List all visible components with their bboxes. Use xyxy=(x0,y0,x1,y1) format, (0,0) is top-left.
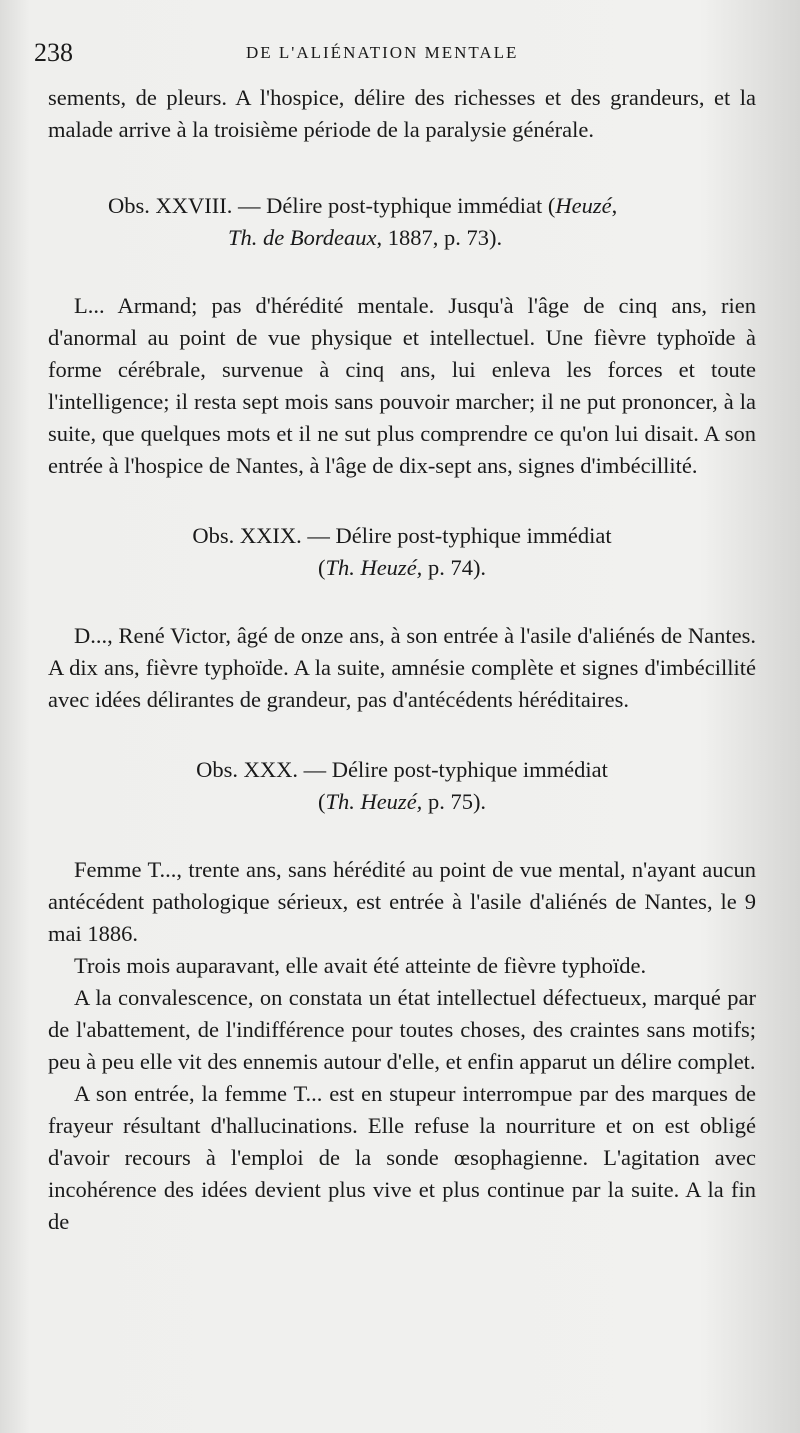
page-header xyxy=(34,38,760,74)
observation-30-text-2: Trois mois auparavant, elle avait été atteinte de fièvre typhoïde. xyxy=(74,953,647,978)
obs-28-label: Obs. XXVIII. — Délire post-typhique immédiat ( xyxy=(108,193,556,218)
obs-29-label: Obs. XXIX. — Délire post-typhique immédiat xyxy=(192,523,612,548)
obs-30-ref-thesis: Th. Heuzé, xyxy=(325,789,423,814)
observation-28-text: L... Armand; pas d'hérédité mentale. Jusqu'à l'âge de cinq ans, rien d'anormal au point de vue physique et intellectuel. Une fièvre typhoïde à forme cérébrale, survenue à cinq ans, lui enleva les forces et toute l'intelligence; il resta sept mois sans pouvoir marcher; il ne put prononcer, à la suite, que quelques mots et il ne sut plus comprendre ce qu'on lui disait. A son entrée à l'hospice de Nantes, à l'âge de dix-sept ans, signes d'imbécillité. xyxy=(48,293,756,478)
observation-30-heading xyxy=(48,754,756,818)
observation-30-text-4: A son entrée, la femme T... est en stupeur interrompue par des marques de frayeur résultant d'hallucinations. Elle refuse la nourriture et on est obligé d'avoir recours à l'emploi de la sonde œsophagienne. L'agitation avec incohérence des idées devient plus vive et plus continue par la suite. A la fin de xyxy=(48,1081,756,1234)
paragraph-continuation: sements, de pleurs. A l'hospice, délire des richesses et des grandeurs, et la malade arrive à la troisième période de la paralysie générale. xyxy=(48,85,756,142)
obs-28-author: Heuzé xyxy=(555,193,612,218)
observation-29-heading xyxy=(48,520,756,584)
spacer xyxy=(48,716,756,754)
obs-28-separator: , xyxy=(611,193,618,218)
observation-30-text-1: Femme T..., trente ans, sans hérédité au point de vue mental, n'ayant aucun antécédent pathologique sérieux, est entrée à l'asile d'aliénés de Nantes, le 9 mai 1886. xyxy=(48,857,756,946)
obs-29-ref-rest: p. 74). xyxy=(422,555,487,580)
obs-29-ref-thesis: Th. Heuzé, xyxy=(325,555,423,580)
spacer xyxy=(48,584,756,620)
obs-29-ref-open: ( xyxy=(317,555,326,580)
obs-30-label: Obs. XXX. — Délire post-typhique immédiat xyxy=(196,757,608,782)
observation-28-heading xyxy=(108,190,746,254)
obs-30-ref-open: ( xyxy=(317,789,326,814)
obs-30-ref-rest: p. 75). xyxy=(422,789,487,814)
obs-28-rest: , 1887, p. 73). xyxy=(376,225,503,250)
spacer xyxy=(48,146,756,190)
observation-30-text-3: A la convalescence, on constata un état intellectuel défectueux, marqué par de l'abattement, de l'indifférence pour toutes choses, des craintes sans motifs; peu à peu elle vit des ennemis autour d'elle, et enfin apparut un délire complet. xyxy=(48,985,756,1074)
running-head: DE L'ALIÉNATION MENTALE xyxy=(246,43,519,62)
spacer xyxy=(48,818,756,854)
observation-29-text: D..., René Victor, âgé de onze ans, à son entrée à l'asile d'aliénés de Nantes. A dix ans, fièvre typhoïde. A la suite, amnésie complète et signes d'imbécillité avec idées délirantes de grandeur, pas d'antécédents héréditaires. xyxy=(48,623,756,712)
spacer xyxy=(48,254,756,290)
spacer xyxy=(48,482,756,520)
body-text xyxy=(48,82,756,1238)
obs-28-source: Th. de Bordeaux xyxy=(228,225,377,250)
page-number: 238 xyxy=(34,38,73,67)
